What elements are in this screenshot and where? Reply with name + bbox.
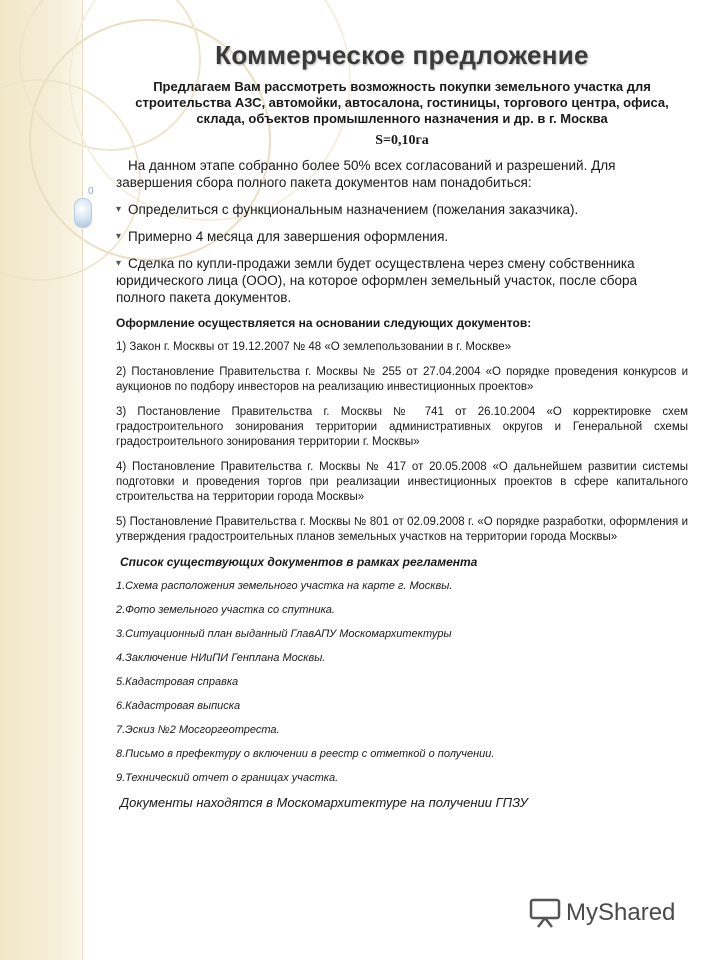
- list-item: 4.Заключение НИиПИ Генплана Москвы.: [116, 652, 326, 664]
- decorative-bead: [74, 198, 92, 228]
- myshared-logo[interactable]: [528, 898, 675, 928]
- bullet-text: Сделка по купли-продажи земли будет осуществлена через смену собственника юридического лица (ООО), на которое оформлен земельный участок, после сбора полного пакета документов.: [116, 256, 637, 305]
- list-heading: Список существующих документов в рамках регламента: [120, 555, 478, 569]
- intro-text: Предлагаем Вам рассмотреть возможность покупки земельного участка для строительства АЗС, автомойки, автосалона, гостиницы, торгового центра, офиса, склада, объектов промышленного назначения и др. в г. Москва: [135, 79, 669, 126]
- logo-text: MyShared: [566, 899, 676, 926]
- page-title: Коммерческое предложение: [215, 40, 589, 70]
- doc-item: 1) Закон г. Москвы от 19.12.2007 № 48 «О землепользовании в г. Москве»: [116, 341, 511, 353]
- doc-item: 2) Постановление Правительства г. Москвы № 255 от 27.04.2004 «О порядке проведения конкурсов и аукционов по подбору инвесторов на реализацию инвестиционных проектов»: [116, 366, 688, 393]
- bullet-text: Примерно 4 месяца для завершения оформления.: [128, 229, 449, 244]
- bullet-text: Определиться с функциональным назначением (пожелания заказчика).: [128, 202, 579, 217]
- list-item: 2.Фото земельного участка со спутника.: [116, 604, 335, 616]
- bullet-icon: ▾: [116, 231, 122, 242]
- doc-item: 4) Постановление Правительства г. Москвы № 417 от 20.05.2008 «О дальнейшем развитии системы подготовки и проведения торгов при реализации инвестиционных проектов в сфере капитального строительства на территории города Москвы»: [116, 461, 688, 503]
- list-item: 3.Ситуационный план выданный ГлавАПУ Москомархитектуры: [116, 628, 452, 640]
- bullet-icon: ▾: [116, 258, 122, 269]
- bullet-item: [116, 201, 688, 218]
- stage-text: На данном этапе собранно более 50% всех согласований и разрешений. Для завершения сбора полного пакета документов нам понадобиться:: [116, 158, 616, 190]
- list-item: 5.Кадастровая справка: [116, 676, 239, 688]
- slide-marker: 0: [88, 186, 94, 197]
- list-item: 8.Письмо в префектуру о включении в реестр с отметкой о получении.: [116, 748, 495, 760]
- doc-item: 5) Постановление Правительства г. Москвы № 801 от 02.09.2008 г. «О порядке разработки, оформления и утверждения градостроительных планов земельных участков на территории города Москвы»: [116, 516, 688, 543]
- docs-heading: Оформление осуществляется на основании следующих документов:: [116, 316, 532, 330]
- bullet-item: [116, 255, 688, 306]
- list-item: 9.Технический отчет о границах участка.: [116, 772, 339, 784]
- decorative-sidebar: [0, 0, 83, 960]
- area-value: S=0,10га: [375, 133, 429, 148]
- bullet-item: [116, 228, 688, 245]
- presentation-icon: [528, 898, 562, 928]
- doc-item: 3) Постановление Правительства г. Москвы № 741 от 26.10.2004 «О корректировке схем градостроительного зонирования территории административных округов и Генеральной схемы градостроительного зонирования территории г. Москвы»: [116, 406, 688, 448]
- bullet-icon: ▾: [116, 204, 122, 215]
- list-item: 6.Кадастровая выписка: [116, 700, 241, 712]
- document-content: [116, 40, 688, 810]
- list-item: 1.Схема расположения земельного участка на карте г. Москвы.: [116, 580, 453, 592]
- footer-note: Документы находятся в Москомархитектуре на получении ГПЗУ: [120, 795, 528, 810]
- list-item: 7.Эскиз №2 Мосгоргеотреста.: [116, 724, 280, 736]
